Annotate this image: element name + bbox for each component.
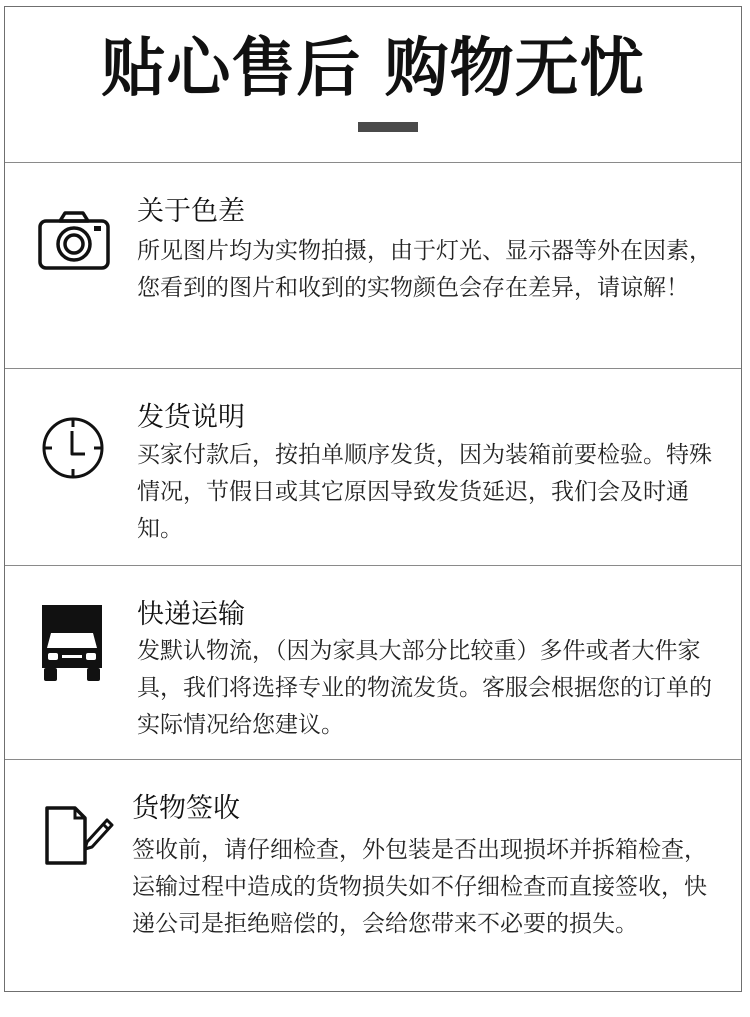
section-body: 买家付款后，按拍单顺序发货，因为装箱前要检验。特殊情况，节假日或其它原因导致发货延迟，我们会及时通知。 — [137, 442, 712, 542]
section-goods-receipt — [5, 760, 741, 992]
section-body: 签收前，请仔细检查，外包装是否出现损坏并拆箱检查，运输过程中造成的货物损失如不仔细检查而直接签收，快递公司是拒绝赔偿的，会给您带来不必要的损失。 — [132, 837, 707, 937]
section-body: 发默认物流，（因为家具大部分比较重）多件或者大件家具，我们将选择专业的物流发货。客服会根据您的订单的实际情况给您建议。 — [137, 638, 712, 738]
after-sales-card — [4, 6, 742, 992]
section-express-transport — [5, 566, 741, 759]
section-body: 所见图片均为实物拍摄，由于灯光、显示器等外在因素，您看到的图片和收到的实物颜色会存在差异，请谅解！ — [137, 238, 712, 301]
section-title: 货物签收 — [132, 793, 240, 824]
title-underline — [358, 122, 418, 132]
camera-icon — [38, 211, 110, 271]
page-title: 贴心售后 购物无忧 — [101, 32, 645, 106]
section-color-difference — [5, 163, 741, 368]
clock-icon — [41, 416, 105, 480]
section-title: 发货说明 — [137, 402, 245, 433]
truck-icon — [40, 604, 104, 682]
section-title: 快递运输 — [137, 599, 245, 630]
section-title: 关于色差 — [137, 196, 245, 227]
header — [5, 7, 741, 162]
document-edit-icon — [45, 806, 115, 866]
section-shipping-notes — [5, 369, 741, 565]
